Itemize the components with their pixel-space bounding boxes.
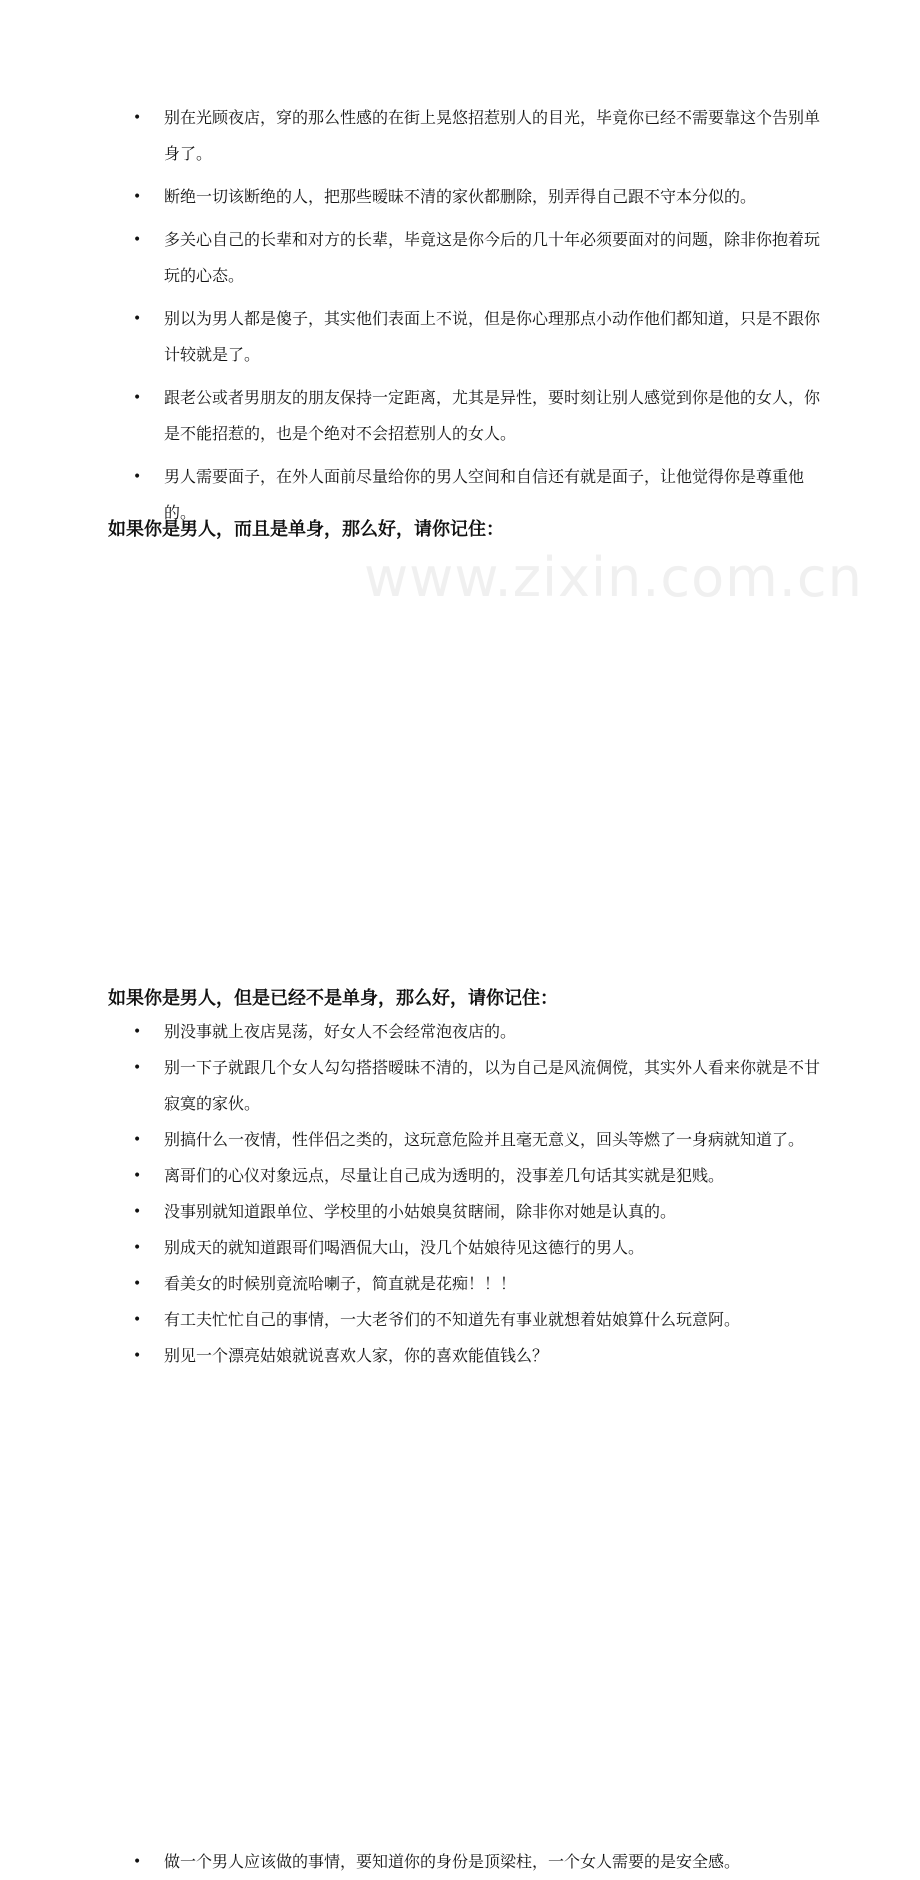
list-item [0, 1844, 920, 1880]
list-item [0, 1338, 920, 1374]
list-section-3 [0, 1844, 920, 1880]
list-item [0, 1302, 920, 1338]
list-item-text: 做一个男人应该做的事情，要知道你的身份是顶梁柱，一个女人需要的是安全感。 [164, 1852, 741, 1871]
list-item [0, 1266, 920, 1302]
list-section-2 [0, 1014, 920, 1374]
list-item [0, 301, 920, 373]
list-item [0, 1050, 920, 1122]
list-section-1 [0, 100, 920, 531]
bullet-icon: • [133, 1854, 142, 1870]
watermark: www.zixin.com.cn [364, 546, 863, 609]
bullet-icon: • [133, 1240, 142, 1256]
bullet-icon: • [133, 189, 142, 205]
list-item-text: 离哥们的心仪对象远点，尽量让自己成为透明的，没事差几句话其实就是犯贱。 [164, 1166, 725, 1185]
list-item [0, 1230, 920, 1266]
bullet-icon: • [133, 390, 142, 406]
section-heading-married-men: 如果你是男人，但是已经不是单身，那么好，请你记住： [108, 988, 558, 1009]
list-item-text: 别见一个漂亮姑娘就说喜欢人家，你的喜欢能值钱么？ [164, 1346, 549, 1365]
list-item-text: 没事别就知道跟单位、学校里的小姑娘臭贫瞎闹，除非你对她是认真的。 [164, 1202, 677, 1221]
list-item [0, 179, 920, 215]
list-item [0, 380, 920, 452]
bullet-icon: • [133, 1276, 142, 1292]
list-item [0, 1158, 920, 1194]
bullet-icon: • [133, 1204, 142, 1220]
list-item-text: 跟老公或者男朋友的朋友保持一定距离，尤其是异性，要时刻让别人感觉到你是他的女人，你是不能招惹的，也是个绝对不会招惹别人的女人。 [164, 388, 821, 443]
list-item-text: 断绝一切该断绝的人，把那些暧昧不清的家伙都删除，别弄得自己跟不守本分似的。 [164, 187, 757, 206]
bullet-icon: • [133, 311, 142, 327]
list-item [0, 1194, 920, 1230]
bullet-icon: • [133, 1060, 142, 1076]
bullet-icon: • [133, 469, 142, 485]
bullet-icon: • [133, 232, 142, 248]
bullet-icon: • [133, 1168, 142, 1184]
bullet-icon: • [133, 1348, 142, 1364]
list-item-text: 有工夫忙忙自己的事情，一大老爷们的不知道先有事业就想着姑娘算什么玩意阿。 [164, 1310, 741, 1329]
list-item-text: 别一下子就跟几个女人勾勾搭搭暧昧不清的，以为自己是风流倜傥，其实外人看来你就是不甘寂寞的家伙。 [164, 1058, 821, 1113]
list-item-text: 别在光顾夜店，穿的那么性感的在街上晃悠招惹别人的目光，毕竟你已经不需要靠这个告别单身了。 [164, 108, 821, 163]
bullet-icon: • [133, 1312, 142, 1328]
section-heading-single-men: 如果你是男人，而且是单身，那么好，请你记住： [108, 519, 504, 540]
list-item-text: 别搞什么一夜情，性伴侣之类的，这玩意危险并且毫无意义，回头等燃了一身病就知道了。 [164, 1130, 805, 1149]
list-item-text: 别以为男人都是傻子，其实他们表面上不说，但是你心理那点小动作他们都知道，只是不跟你计较就是了。 [164, 309, 821, 364]
bullet-icon: • [133, 1024, 142, 1040]
list-item-text: 男人需要面子，在外人面前尽量给你的男人空间和自信还有就是面子，让他觉得你是尊重他的。 [164, 467, 805, 522]
list-item-text: 看美女的时候别竟流哈喇子，简直就是花痴！！！ [164, 1274, 517, 1293]
list-item [0, 100, 920, 172]
list-item [0, 1014, 920, 1050]
list-item-text: 别成天的就知道跟哥们喝酒侃大山，没几个姑娘待见这德行的男人。 [164, 1238, 645, 1257]
bullet-icon: • [133, 110, 142, 126]
list-item-text: 别没事就上夜店晃荡，好女人不会经常泡夜店的。 [164, 1022, 517, 1041]
list-item [0, 222, 920, 294]
list-item-text: 多关心自己的长辈和对方的长辈，毕竟这是你今后的几十年必须要面对的问题，除非你抱着玩玩的心态。 [164, 230, 821, 285]
bullet-icon: • [133, 1132, 142, 1148]
list-item [0, 1122, 920, 1158]
